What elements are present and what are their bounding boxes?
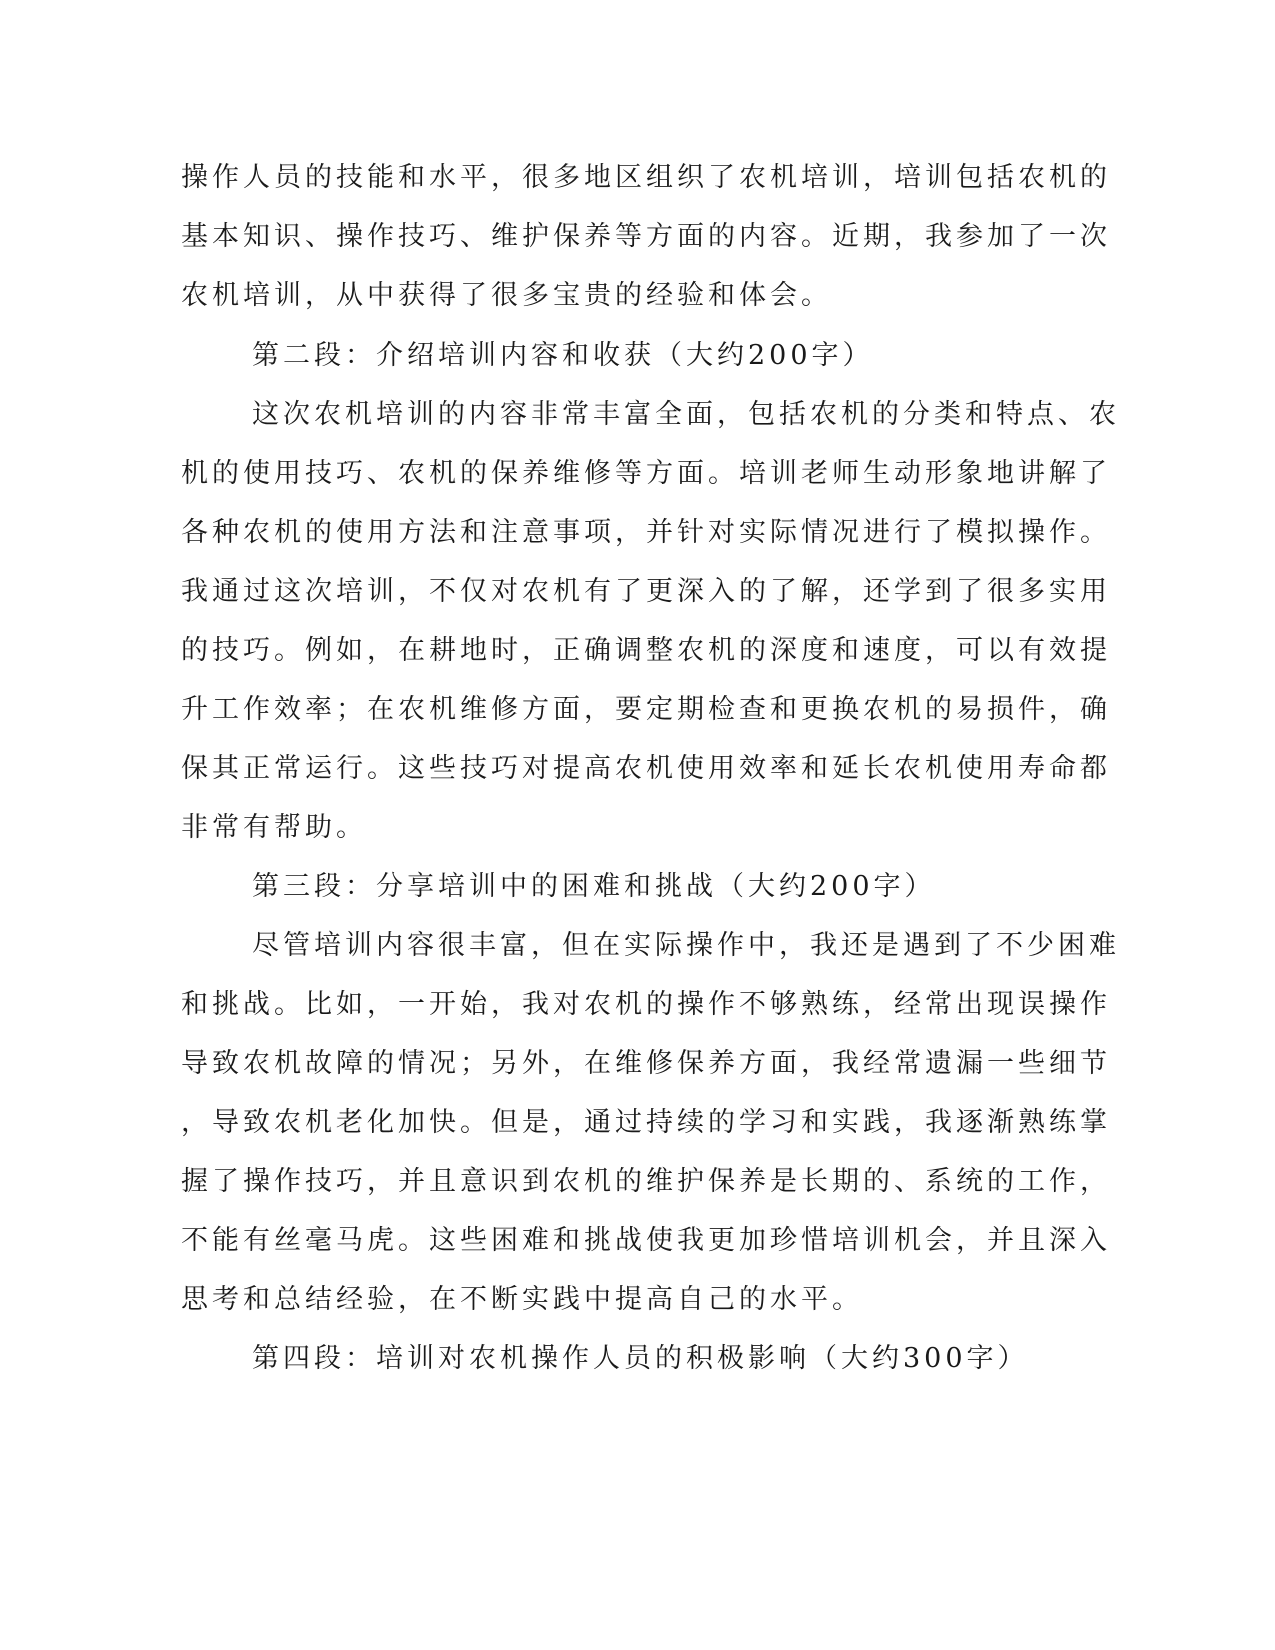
body-text-line: 农机培训，从中获得了很多宝贵的经验和体会。 bbox=[181, 280, 832, 311]
section-heading: 第三段：分享培训中的困难和挑战（大约200字） bbox=[252, 871, 936, 902]
body-text-line: 这次农机培训的内容非常丰富全面，包括农机的分类和特点、农 bbox=[252, 399, 1120, 430]
body-text-line: 不能有丝毫马虎。这些困难和挑战使我更加珍惜培训机会，并且深入 bbox=[181, 1225, 1111, 1256]
body-text-line: 尽管培训内容很丰富，但在实际操作中，我还是遇到了不少困难 bbox=[252, 930, 1120, 961]
body-text-line: 我通过这次培训，不仅对农机有了更深入的了解，还学到了很多实用 bbox=[181, 576, 1111, 607]
body-text-line: 升工作效率；在农机维修方面，要定期检查和更换农机的易损件，确 bbox=[181, 694, 1111, 725]
section-heading: 第二段：介绍培训内容和收获（大约200字） bbox=[252, 340, 874, 371]
body-text-line: 非常有帮助。 bbox=[181, 812, 367, 843]
body-text-line: 保其正常运行。这些技巧对提高农机使用效率和延长农机使用寿命都 bbox=[181, 753, 1111, 784]
body-text-line: ，导致农机老化加快。但是，通过持续的学习和实践，我逐渐熟练掌 bbox=[181, 1107, 1111, 1138]
body-text-line: 机的使用技巧、农机的保养维修等方面。培训老师生动形象地讲解了 bbox=[181, 458, 1111, 489]
body-text-line: 导致农机故障的情况；另外，在维修保养方面，我经常遗漏一些细节 bbox=[181, 1048, 1111, 1079]
body-text-line: 握了操作技巧，并且意识到农机的维护保养是长期的、系统的工作， bbox=[181, 1166, 1111, 1197]
body-text-line: 各种农机的使用方法和注意事项，并针对实际情况进行了模拟操作。 bbox=[181, 517, 1111, 548]
body-text-line: 基本知识、操作技巧、维护保养等方面的内容。近期，我参加了一次 bbox=[181, 221, 1111, 252]
body-text-line: 思考和总结经验，在不断实践中提高自己的水平。 bbox=[181, 1284, 863, 1315]
body-text-line: 的技巧。例如，在耕地时，正确调整农机的深度和速度，可以有效提 bbox=[181, 635, 1111, 666]
body-text-line: 操作人员的技能和水平，很多地区组织了农机培训，培训包括农机的 bbox=[181, 162, 1111, 193]
section-heading: 第四段：培训对农机操作人员的积极影响（大约300字） bbox=[252, 1343, 1029, 1374]
body-text-line: 和挑战。比如，一开始，我对农机的操作不够熟练，经常出现误操作 bbox=[181, 989, 1111, 1020]
